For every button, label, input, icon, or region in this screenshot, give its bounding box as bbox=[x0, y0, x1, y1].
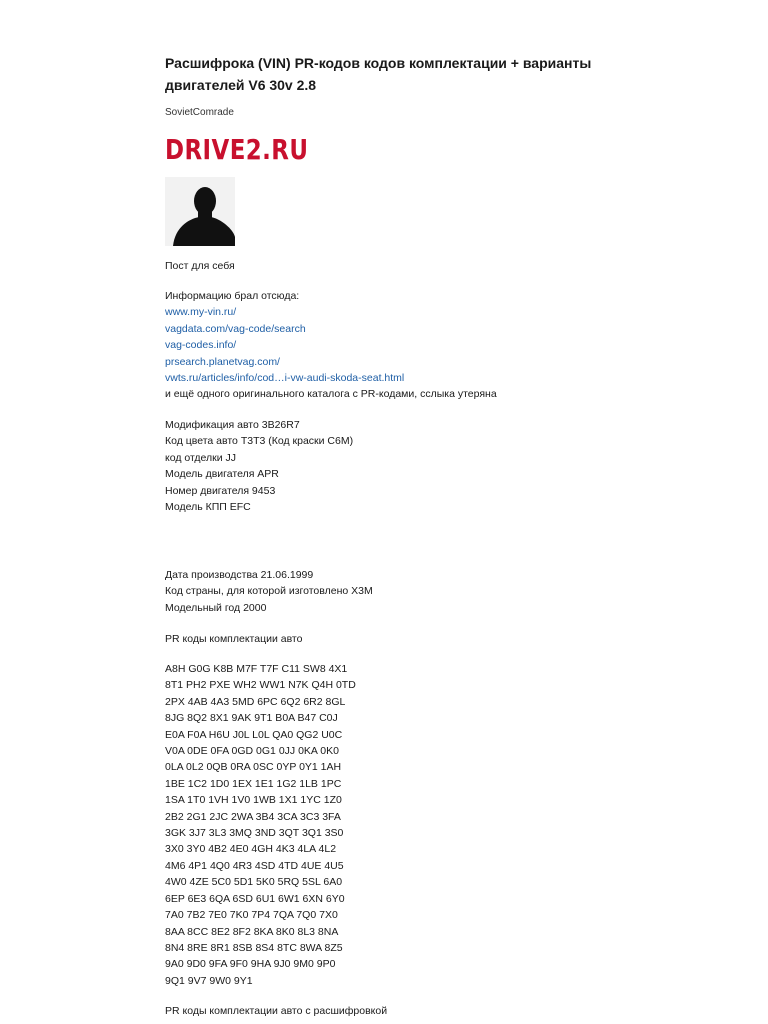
source-link[interactable]: www.my-vin.ru/ bbox=[165, 306, 237, 319]
pr-code-line: V0A 0DE 0FA 0GD 0G1 0JJ 0KA 0K0 bbox=[165, 745, 339, 758]
pr-code-line: 8JG 8Q2 8X1 9AK 9T1 B0A B47 C0J bbox=[165, 712, 338, 725]
article-title-line1: Расшифрока (VIN) PR-кодов кодов комплектации + варианты bbox=[165, 55, 592, 71]
car-info-line: Модель двигателя APR bbox=[165, 468, 279, 481]
production-info-line: Дата производства 21.06.1999 bbox=[165, 569, 314, 581]
car-info bbox=[165, 417, 353, 515]
pr-heading-decoded bbox=[165, 1003, 387, 1019]
post-note bbox=[165, 258, 235, 274]
drive2-logo[interactable]: DRIVE2.RU bbox=[165, 133, 309, 166]
car-info-line: Модель КПП EFC bbox=[165, 501, 251, 514]
pr-code-line: E0A F0A H6U J0L L0L QA0 QG2 U0C bbox=[165, 728, 343, 741]
person-silhouette-icon bbox=[165, 177, 235, 246]
pr-code-line: A8H G0G K8B M7F T7F C11 SW8 4X1 bbox=[165, 663, 348, 675]
post-note-text: Пост для себя bbox=[165, 260, 235, 272]
pr-heading bbox=[165, 631, 302, 647]
production-info-line: Модельный год 2000 bbox=[165, 601, 267, 614]
source-link[interactable]: prsearch.planetvag.com/ bbox=[165, 355, 280, 368]
production-info bbox=[165, 567, 373, 616]
pr-code-line: 9Q1 9V7 9W0 9Y1 bbox=[165, 974, 253, 987]
pr-code-line: 3GK 3J7 3L3 3MQ 3ND 3QT 3Q1 3S0 bbox=[165, 827, 344, 840]
car-info-line: код отделки JJ bbox=[165, 451, 237, 464]
pr-code-line: 8N4 8RE 8R1 8SB 8S4 8TC 8WA 8Z5 bbox=[165, 941, 343, 954]
car-info-line: Номер двигателя 9453 bbox=[165, 484, 276, 497]
pr-code-line: 4M6 4P1 4Q0 4R3 4SD 4TD 4UE 4U5 bbox=[165, 859, 344, 872]
pr-code-line: 2B2 2G1 2JC 2WA 3B4 3CA 3C3 3FA bbox=[165, 810, 341, 823]
pr-heading-text: PR коды комплектации авто bbox=[165, 633, 303, 645]
pr-code-line: 0LA 0L2 0QB 0RA 0SC 0YP 0Y1 1AH bbox=[165, 761, 342, 774]
article-title-line2: двигателей V6 30v 2.8 bbox=[165, 77, 317, 93]
sources bbox=[165, 288, 497, 403]
pr-code-line: 4W0 4ZE 5C0 5D1 5K0 5RQ 5SL 6A0 bbox=[165, 876, 343, 889]
production-info-line: Код страны, для которой изготовлено X3M bbox=[165, 585, 373, 598]
article-title bbox=[165, 52, 725, 96]
pr-code-line: 9A0 9D0 9FA 9F0 9HA 9J0 9M0 9P0 bbox=[165, 958, 336, 971]
car-info-line: Модификация авто 3B26R7 bbox=[165, 419, 300, 431]
pr-codes bbox=[165, 661, 356, 989]
source-link[interactable]: vag-codes.info/ bbox=[165, 339, 237, 352]
pr-code-line: 3X0 3Y0 4B2 4E0 4GH 4K3 4LA 4L2 bbox=[165, 843, 337, 856]
pr-code-line: 6EP 6E3 6QA 6SD 6U1 6W1 6XN 6Y0 bbox=[165, 892, 345, 905]
source-link[interactable]: vwts.ru/articles/info/cod…i-vw-audi-skoda-seat.html bbox=[165, 372, 405, 385]
pr-code-line: 8AA 8CC 8E2 8F2 8KA 8K0 8L3 8NA bbox=[165, 925, 339, 938]
avatar[interactable] bbox=[165, 177, 235, 246]
source-link[interactable]: vagdata.com/vag-code/search bbox=[165, 322, 306, 335]
pr-heading-decoded-text: PR коды комплектации авто с расшифровкой bbox=[165, 1005, 388, 1017]
pr-code-line: 8T1 PH2 PXE WH2 WW1 N7K Q4H 0TD bbox=[165, 679, 356, 692]
author-name[interactable]: SovietComrade bbox=[165, 107, 234, 118]
pr-code-line: 2PX 4AB 4A3 5MD 6PC 6Q2 6R2 8GL bbox=[165, 695, 346, 708]
sources-intro: Информацию брал отсюда: bbox=[165, 290, 300, 302]
sources-outro: и ещё одного оригинального каталога с PR-кодами, сслыка утеряна bbox=[165, 388, 497, 401]
pr-code-line: 7A0 7B2 7E0 7K0 7P4 7QA 7Q0 7X0 bbox=[165, 909, 338, 922]
car-info-line: Код цвета авто T3T3 (Код краски C6M) bbox=[165, 435, 354, 448]
pr-code-line: 1SA 1T0 1VH 1V0 1WB 1X1 1YC 1Z0 bbox=[165, 794, 342, 807]
pr-code-line: 1BE 1C2 1D0 1EX 1E1 1G2 1LB 1PC bbox=[165, 777, 342, 790]
